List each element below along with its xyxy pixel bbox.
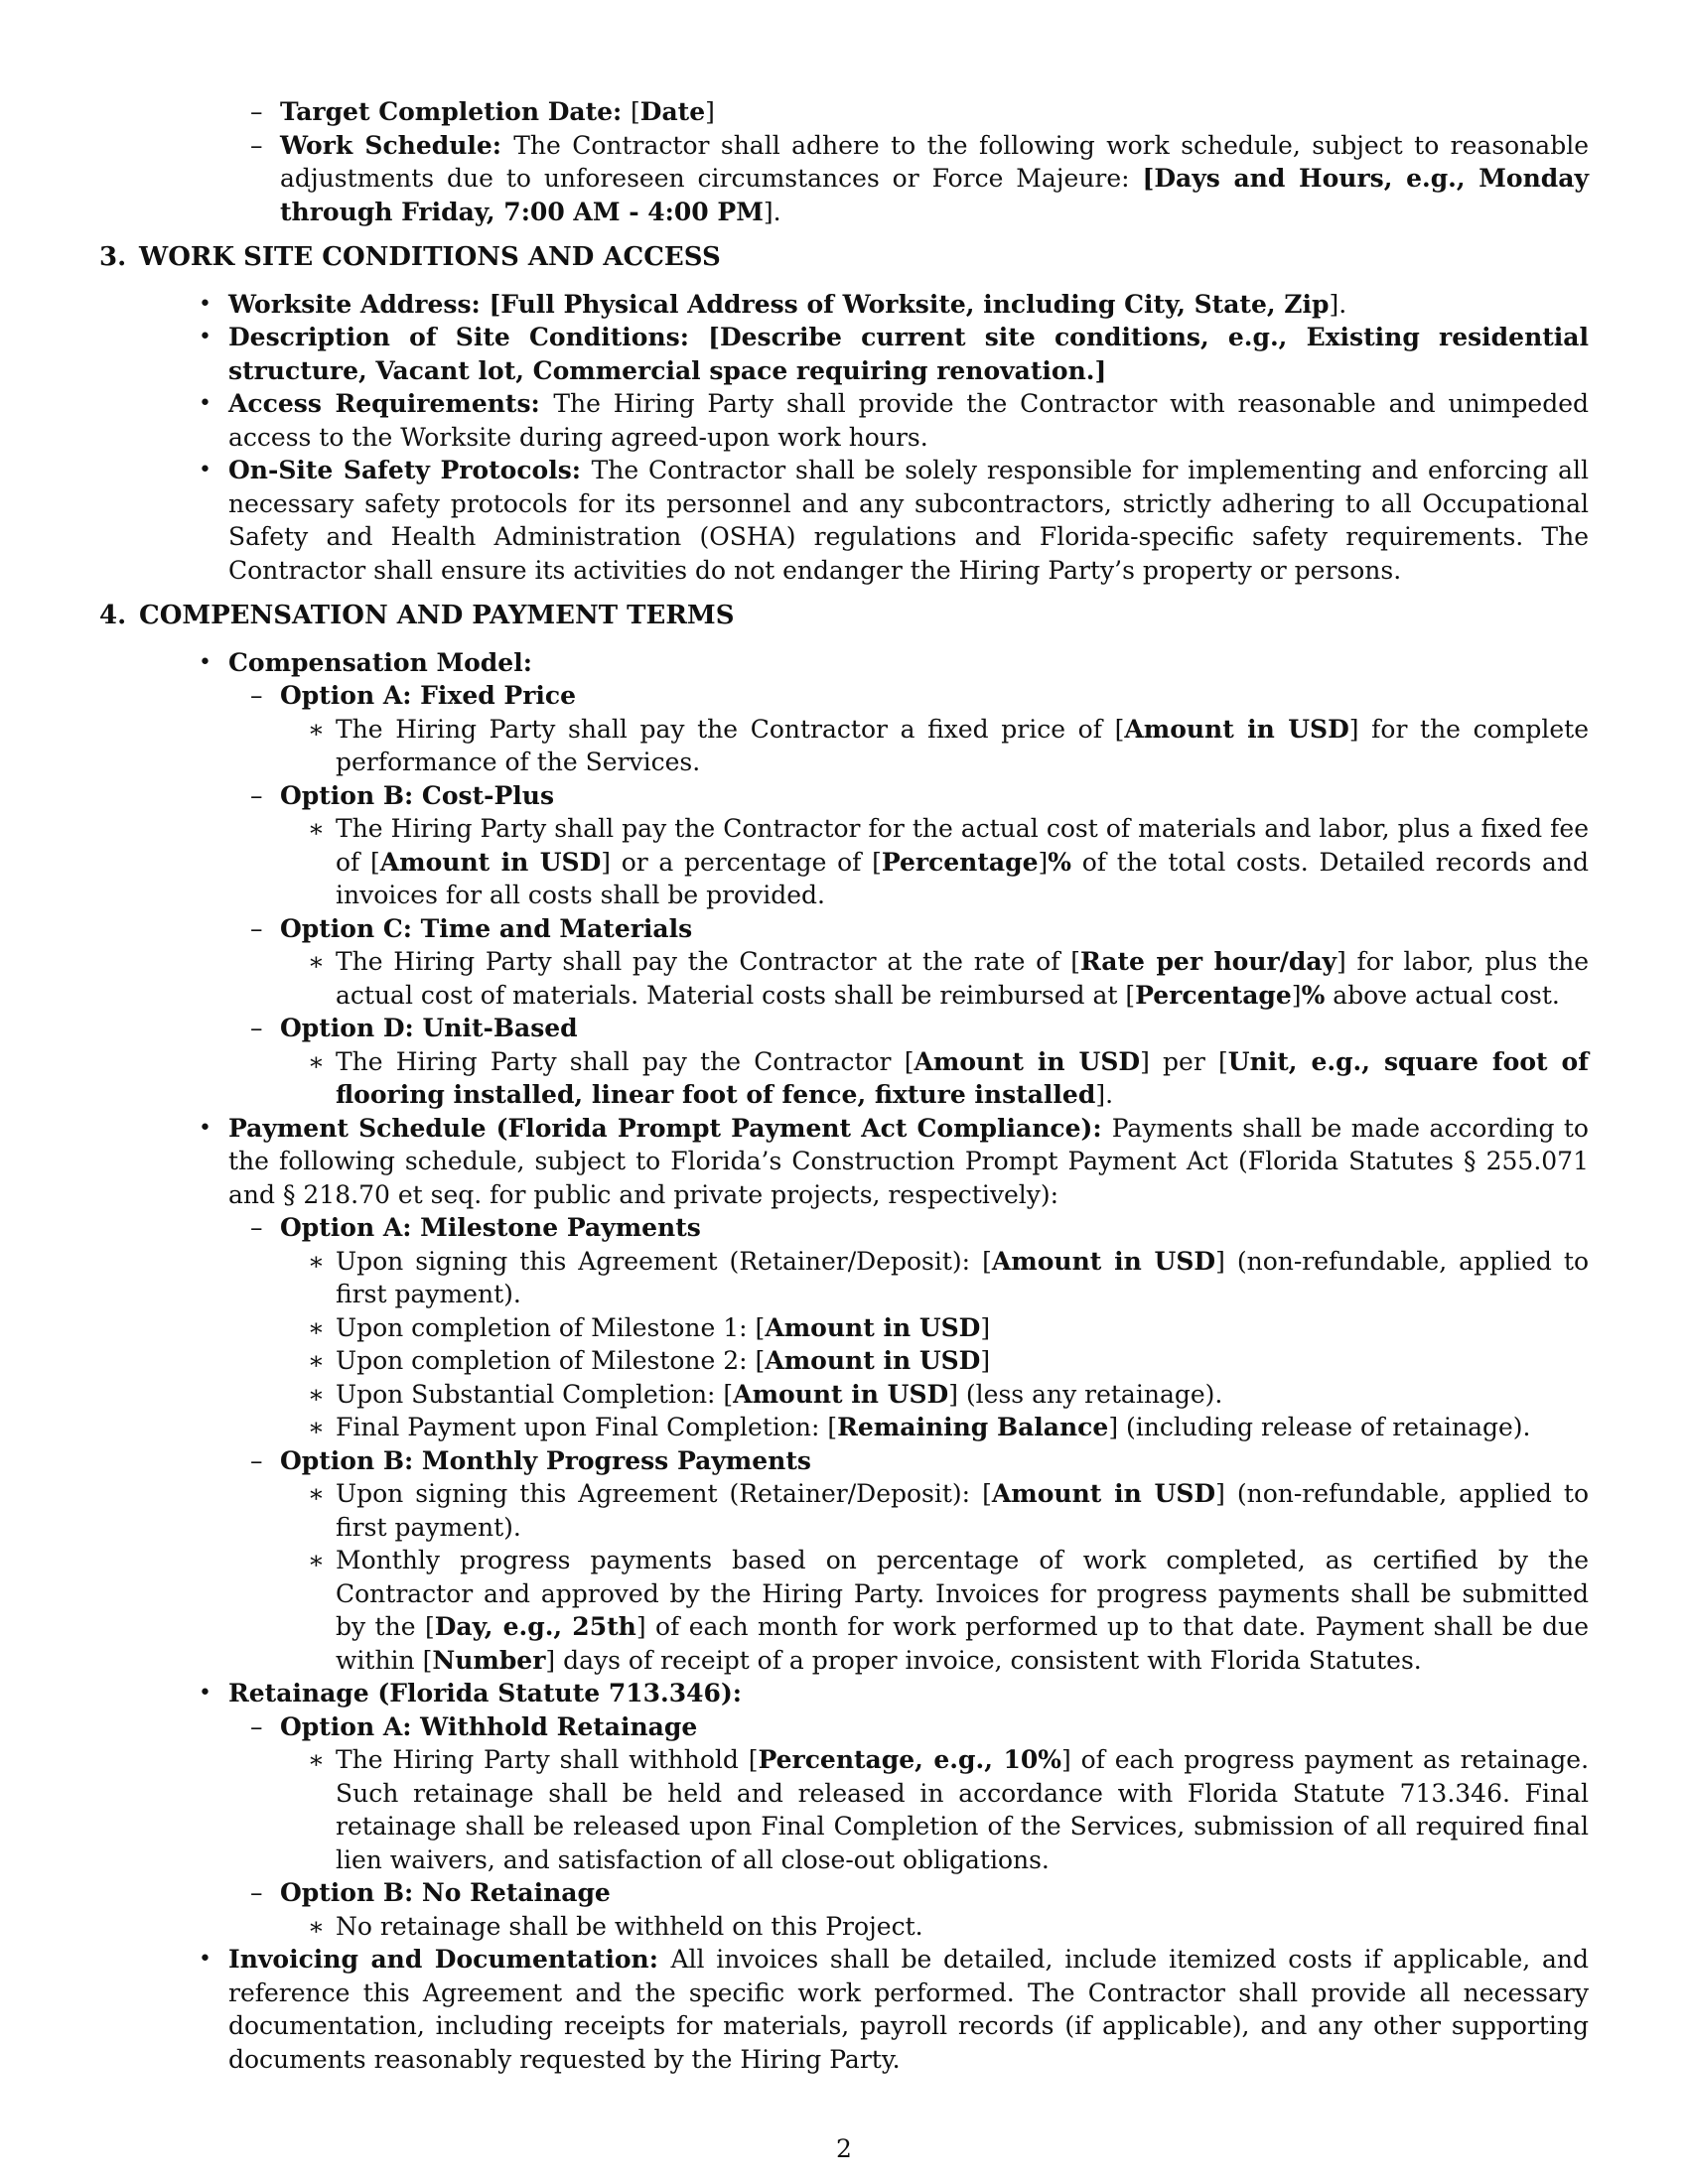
list-marker: –	[250, 97, 263, 126]
bold-text: Description of Site Conditions: [Describe current site conditions, e.g., Existing residential structure, Vacant lot, Commercial space requiring renovation.]	[228, 323, 1589, 385]
bold-text: Amount in USD	[765, 1346, 981, 1375]
list-marker: ∗	[308, 1479, 325, 1508]
bold-text: Option B: Cost-Plus	[280, 780, 555, 810]
list-marker: •	[199, 458, 211, 482]
list-marker: –	[250, 1014, 263, 1042]
bold-text: %	[1301, 980, 1326, 1010]
sub-item	[250, 912, 1589, 946]
sub-item	[250, 1876, 1589, 1910]
body-text: ].	[1095, 1080, 1114, 1109]
list-marker: •	[199, 291, 211, 317]
sub-sub-item	[308, 945, 1589, 1012]
list-marker: ∗	[308, 1745, 325, 1774]
body-text: Upon signing this Agreement (Retainer/Deposit): [	[336, 1479, 992, 1508]
list-marker: ∗	[308, 714, 325, 744]
section-heading	[99, 600, 1589, 633]
body-text: The Contractor shall adhere to the following work schedule, subject to reasonable adjustments due to unforeseen circumstances or Force Majeure:	[280, 130, 1589, 193]
bold-text: Compensation Model:	[228, 647, 532, 677]
bold-text: Percentage, e.g., 10%	[758, 1745, 1062, 1774]
list-marker: –	[250, 681, 263, 710]
body-text: ] or a percentage of [	[601, 847, 882, 877]
sub-item	[250, 779, 1589, 813]
section-number: 4.	[99, 601, 127, 630]
sub-sub-item	[308, 713, 1589, 779]
body-text: ]	[980, 1346, 991, 1375]
body-text: ]	[1038, 847, 1049, 877]
bold-text: Access Requirements:	[228, 389, 554, 418]
body-text: ] of each progress payment as retainage. Such retainage shall be held and released in accordance with Florida Statute 713.346. Final retainage shall be released upon Final Completion of the Services, submission of all required final lien waivers, and satisfaction of all close-out obligations.	[336, 1745, 1590, 1874]
bold-text: Option A: Fixed Price	[280, 681, 577, 710]
list-marker: ∗	[308, 1911, 325, 1941]
bold-text: Option A: Milestone Payments	[280, 1213, 701, 1242]
bold-text: Date	[639, 97, 706, 126]
body-text: ] (including release of retainage).	[1108, 1413, 1531, 1441]
bold-text: Remaining Balance	[837, 1413, 1109, 1441]
body-text: The Hiring Party shall pay the Contractor a fixed price of [	[336, 714, 1125, 744]
list-marker: –	[250, 1711, 263, 1741]
list-marker: •	[199, 1115, 211, 1141]
sub-sub-item	[308, 1344, 1589, 1378]
body-text: All invoices shall be detailed, include itemized costs if applicable, and reference this Agreement and the specific work performed. The Contractor shall provide all necessary documentation, including receipts for materials, payroll records (if applicable), and any other supporting documents reasonably requested by the Hiring Party.	[228, 1945, 1589, 2074]
bullet-item	[199, 288, 1589, 322]
list-marker: ∗	[308, 814, 325, 843]
body-text: No retainage shall be withheld on this Project.	[336, 1911, 923, 1941]
list-marker: ∗	[308, 947, 325, 976]
bold-text: Invoicing and Documentation:	[228, 1945, 671, 1974]
list-marker: ∗	[308, 1546, 325, 1574]
bold-text: Worksite Address: [Full Physical Address of Worksite, including City, State, Zip	[228, 289, 1330, 319]
list-marker: •	[199, 391, 211, 416]
bold-text: On-Site Safety Protocols:	[228, 456, 592, 484]
list-marker: ∗	[308, 1379, 325, 1409]
body-text: Final Payment upon Final Completion: [	[336, 1413, 838, 1441]
body-text: ]	[705, 97, 715, 126]
bold-text: Amount in USD	[1124, 714, 1349, 744]
list-marker: –	[250, 913, 263, 943]
bold-text: Amount in USD	[991, 1479, 1216, 1508]
list-marker: –	[250, 1445, 263, 1475]
sub-item	[250, 95, 1589, 129]
body-text: Upon Substantial Completion: [	[336, 1379, 734, 1409]
section-title: COMPENSATION AND PAYMENT TERMS	[139, 601, 735, 630]
body-text: The Hiring Party shall pay the Contractor for the actual cost of materials and labor, plus a fixed fee of [	[336, 814, 1589, 877]
bold-text: Amount in USD	[914, 1046, 1141, 1076]
list-marker: ∗	[308, 1346, 325, 1375]
body-text: ]	[980, 1312, 991, 1342]
bold-text: Retainage (Florida Statute 713.346):	[228, 1679, 743, 1707]
sub-item	[250, 679, 1589, 713]
bullet-item	[199, 1112, 1589, 1212]
bold-text: Day, e.g., 25th	[434, 1612, 636, 1641]
body-text: ] of each month for work performed up to that date. Payment shall be due within [	[336, 1612, 1590, 1675]
body-text: Upon completion of Milestone 1: [	[336, 1312, 766, 1342]
list-marker: –	[250, 1213, 263, 1242]
bold-text: Number	[432, 1645, 546, 1675]
bullet-item	[199, 646, 1589, 680]
body-text: ] for labor, plus the actual cost of materials. Material costs shall be reimbursed at [	[336, 947, 1589, 1010]
bold-text: Rate per hour/day	[1079, 947, 1337, 976]
list-marker: ∗	[308, 1046, 325, 1076]
sub-item	[250, 1444, 1589, 1478]
sub-item	[250, 1012, 1589, 1045]
body-text: above actual cost.	[1325, 980, 1560, 1010]
bold-text: Percentage	[881, 847, 1039, 877]
body-text: The Hiring Party shall pay the Contractor [	[336, 1046, 914, 1076]
body-text: ] (non-refundable, applied to first payment).	[336, 1479, 1589, 1542]
body-text: ] per [	[1140, 1046, 1228, 1076]
bold-text: Payment Schedule (Florida Prompt Payment Act Compliance):	[228, 1113, 1112, 1143]
sub-sub-item	[308, 1477, 1589, 1544]
sub-sub-item	[308, 812, 1589, 912]
bold-text: Option B: No Retainage	[280, 1878, 611, 1907]
bullet-item	[199, 321, 1589, 387]
bullet-item	[199, 387, 1590, 454]
sub-sub-item	[308, 1378, 1589, 1412]
page-number: 2	[836, 2134, 852, 2163]
sub-sub-item	[308, 1544, 1590, 1677]
list-marker: ∗	[308, 1413, 325, 1441]
sub-sub-item	[308, 1910, 1589, 1944]
body-text: ].	[1329, 289, 1347, 319]
body-text: Upon completion of Milestone 2: [	[336, 1346, 766, 1375]
list-marker: •	[199, 1947, 211, 1972]
body-text: ].	[763, 197, 781, 226]
bold-text: Option D: Unit-Based	[280, 1014, 578, 1042]
list-marker: •	[199, 1681, 211, 1706]
body-text: Upon signing this Agreement (Retainer/Deposit): [	[336, 1246, 992, 1276]
sub-sub-item	[308, 1411, 1589, 1444]
body-text: [	[631, 97, 640, 126]
bold-text: Option B: Monthly Progress Payments	[280, 1445, 811, 1475]
section-number: 3.	[99, 242, 127, 272]
sub-item	[250, 1710, 1589, 1744]
bold-text: [Days and Hours, e.g., Monday through Friday, 7:00 AM - 4:00 PM	[280, 164, 1589, 226]
bold-text: Unit, e.g., square foot of flooring installed, linear foot of fence, fixture installed	[336, 1046, 1589, 1109]
body-text: The Hiring Party shall provide the Contractor with reasonable and unimpeded access to the Worksite during agreed-upon work hours.	[228, 389, 1590, 452]
body-text: ] (non-refundable, applied to first payment).	[336, 1246, 1589, 1308]
body-text: The Hiring Party shall pay the Contractor at the rate of [	[336, 947, 1080, 976]
list-marker: •	[199, 649, 211, 675]
list-marker: ∗	[308, 1246, 325, 1276]
bold-text: Option A: Withhold Retainage	[280, 1711, 698, 1741]
body-text: ] (less any retainage).	[948, 1379, 1223, 1409]
bold-text: %	[1048, 847, 1072, 877]
document-body	[99, 95, 1589, 2076]
list-marker: ∗	[308, 1312, 325, 1342]
body-text: The Contractor shall be solely responsible for implementing and enforcing all necessary safety protocols for its personnel and any subcontractors, strictly adhering to all Occupational Safety and Health Administration (OSHA) regulations and Florida-specific safety requirements. The Contractor shall ensure its activities do not endanger the Hiring Party’s property or persons.	[228, 456, 1589, 585]
bullet-item	[199, 1677, 1589, 1710]
sub-sub-item	[308, 1743, 1590, 1876]
list-marker: –	[250, 130, 263, 160]
body-text: of the total costs. Detailed records and invoices for all costs shall be provided.	[336, 847, 1589, 909]
bullet-item	[199, 1943, 1589, 2076]
bold-text: Amount in USD	[765, 1312, 981, 1342]
list-marker: –	[250, 1878, 263, 1907]
sub-sub-item	[308, 1311, 1589, 1345]
bold-text: Percentage	[1135, 980, 1292, 1010]
body-text: The Hiring Party shall withhold [	[336, 1745, 759, 1774]
body-text: ]	[1291, 980, 1302, 1010]
section-heading	[99, 241, 1589, 275]
sub-item	[250, 1211, 1589, 1245]
bold-text: Amount in USD	[733, 1379, 949, 1409]
body-text: Payments shall be made according to the following schedule, subject to Florida’s Construction Prompt Payment Act (Florida Statutes § 255.071 and § 218.70 et seq. for public and private projects, respectively):	[228, 1113, 1589, 1209]
bold-text: Amount in USD	[991, 1246, 1216, 1276]
list-marker: •	[199, 325, 211, 349]
list-marker: –	[250, 780, 263, 810]
sub-sub-item	[308, 1245, 1589, 1311]
sub-item	[250, 129, 1589, 229]
body-text: ] days of receipt of a proper invoice, consistent with Florida Statutes.	[545, 1645, 1422, 1675]
body-text: Monthly progress payments based on percentage of work completed, as certified by the Contractor and approved by the Hiring Party. Invoices for progress payments shall be submitted by the [	[336, 1546, 1589, 1641]
bold-text: Amount in USD	[379, 847, 602, 877]
sub-sub-item	[308, 1045, 1589, 1112]
body-text: ] for the complete performance of the Services.	[336, 714, 1589, 776]
section-title: WORK SITE CONDITIONS AND ACCESS	[139, 242, 721, 272]
bold-text: Target Completion Date:	[280, 97, 631, 126]
bold-text: Option C: Time and Materials	[280, 913, 693, 943]
bold-text: Work Schedule:	[280, 130, 514, 160]
bullet-item	[199, 454, 1589, 587]
